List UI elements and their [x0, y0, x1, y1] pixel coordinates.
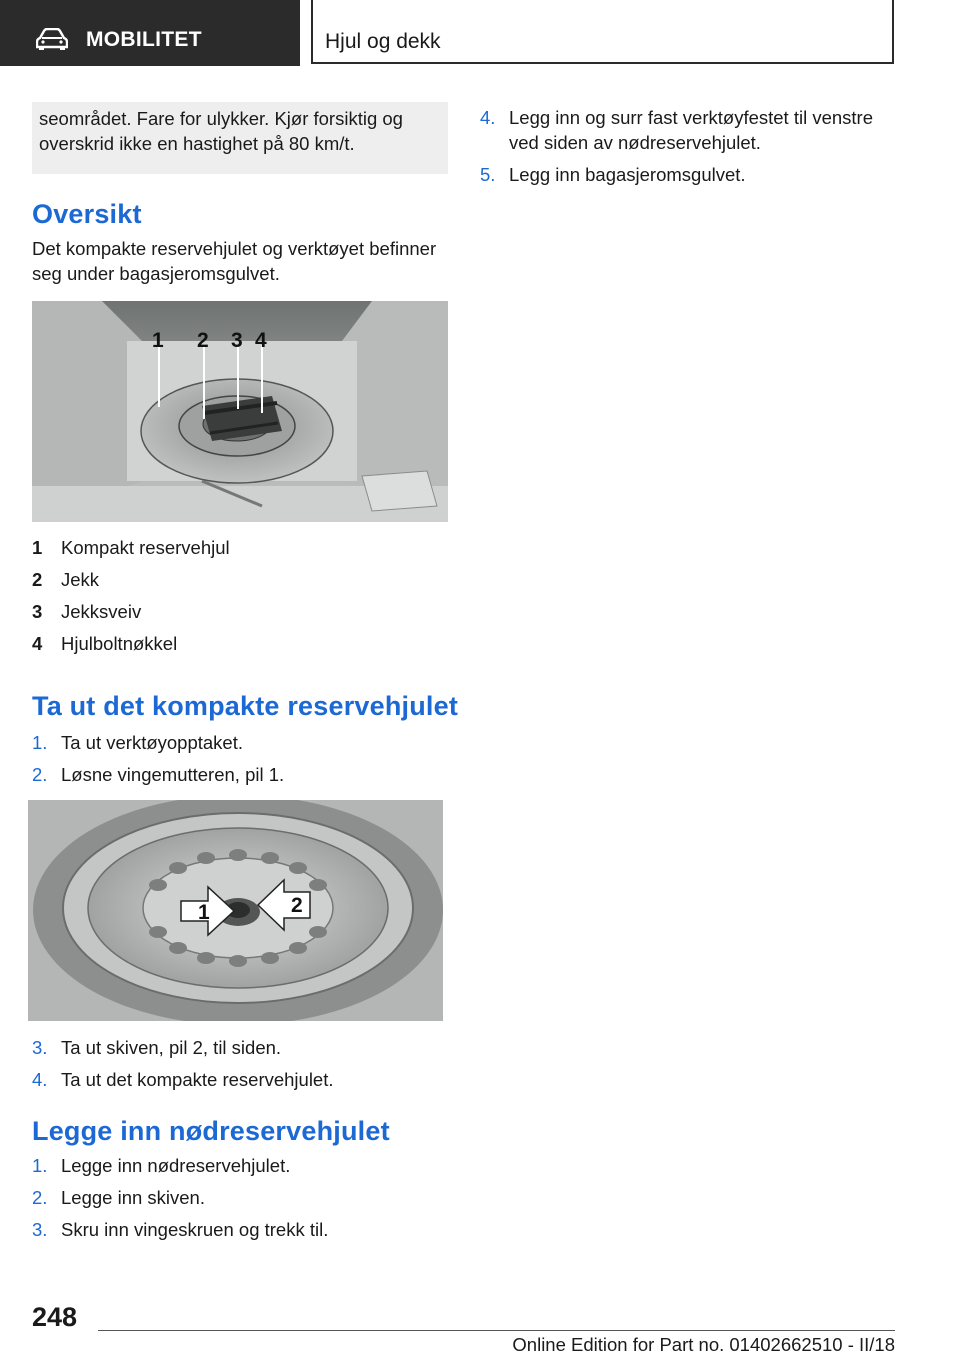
legend-number: 2	[32, 569, 43, 590]
step-number: 1.	[32, 1155, 48, 1176]
legend-text: Jekksveiv	[61, 601, 142, 622]
wheel-illustration	[28, 800, 443, 1021]
step-number: 2.	[32, 764, 48, 785]
car-icon	[36, 28, 68, 50]
legend-item	[32, 631, 448, 656]
overview-intro: Det kompakte reservehjulet og verktøyet befinner seg under bagasjeromsgulvet.	[32, 238, 437, 284]
step-number: 2.	[32, 1187, 48, 1208]
step-item	[32, 1217, 448, 1242]
step-text: Løsne vingemutteren, pil 1.	[61, 764, 285, 785]
legend-number: 1	[32, 537, 43, 558]
figure-label-2: 2	[197, 329, 209, 352]
legend-item	[32, 567, 448, 592]
legend-item	[32, 535, 448, 560]
step-item	[480, 162, 900, 187]
step-number: 3.	[32, 1037, 48, 1058]
legend-text: Hjulboltnøkkel	[61, 633, 178, 654]
heading-remove-spare: Ta ut det kompakte reservehjulet	[32, 691, 459, 721]
steps-insert	[32, 1153, 448, 1249]
figure-label-1: 1	[152, 329, 164, 352]
step-number: 5.	[480, 164, 496, 185]
steps-remove-b	[32, 1035, 448, 1099]
footer-edition: Online Edition for Part no. 01402662510 - II/18	[512, 1334, 895, 1355]
page-number: 248	[32, 1302, 78, 1332]
step-item	[32, 1185, 448, 1210]
step-item	[32, 1153, 448, 1178]
trunk-illustration	[32, 301, 448, 522]
step-item	[32, 1067, 448, 1092]
step-text: Ta ut skiven, pil 2, til siden.	[61, 1037, 282, 1058]
legend-text: Kompakt reservehjul	[61, 537, 230, 558]
footer-divider	[98, 1330, 895, 1331]
step-number: 3.	[32, 1219, 48, 1240]
step-item	[32, 730, 448, 755]
step-number: 1.	[32, 732, 48, 753]
step-text: Skru inn vingeskruen og trekk til.	[61, 1219, 329, 1240]
trunk-figure	[32, 301, 448, 522]
step-item	[32, 762, 448, 787]
step-text: Legg inn og surr fast verktøyfestet til venstre ved siden av nødreservehjulet.	[509, 107, 873, 153]
chapter-title: Hjul og dekk	[325, 30, 441, 53]
step-item	[32, 1035, 448, 1060]
step-item	[480, 105, 900, 155]
heading-insert-spare: Legge inn nødreservehjulet	[32, 1116, 390, 1146]
figure-legend	[32, 535, 448, 663]
step-text: Ta ut verktøyopptaket.	[61, 732, 244, 753]
step-text: Ta ut det kompakte reservehjulet.	[61, 1069, 334, 1090]
wheel-figure	[28, 800, 443, 1021]
legend-number: 3	[32, 601, 43, 622]
section-title: MOBILITET	[86, 28, 202, 51]
step-text: Legg inn bagasjeromsgulvet.	[509, 164, 746, 185]
warning-box	[32, 102, 448, 174]
figure-label-3: 3	[231, 329, 243, 352]
steps-remove-a	[32, 730, 448, 794]
step-number: 4.	[32, 1069, 48, 1090]
figure-label-arrow-1: 1	[198, 901, 210, 924]
figure-label-4: 4	[255, 329, 267, 352]
legend-item	[32, 599, 448, 624]
figure-label-arrow-2: 2	[291, 894, 303, 917]
step-text: Legge inn skiven.	[61, 1187, 205, 1208]
legend-number: 4	[32, 633, 43, 654]
heading-overview: Oversikt	[32, 199, 142, 229]
legend-text: Jekk	[61, 569, 100, 590]
steps-right-column	[480, 105, 900, 194]
step-text: Legge inn nødreservehjulet.	[61, 1155, 291, 1176]
warning-text: seområdet. Fare for ulykker. Kjør forsiktig og overskrid ikke en hastighet på 80 km/t.	[39, 108, 403, 154]
step-number: 4.	[480, 107, 496, 128]
